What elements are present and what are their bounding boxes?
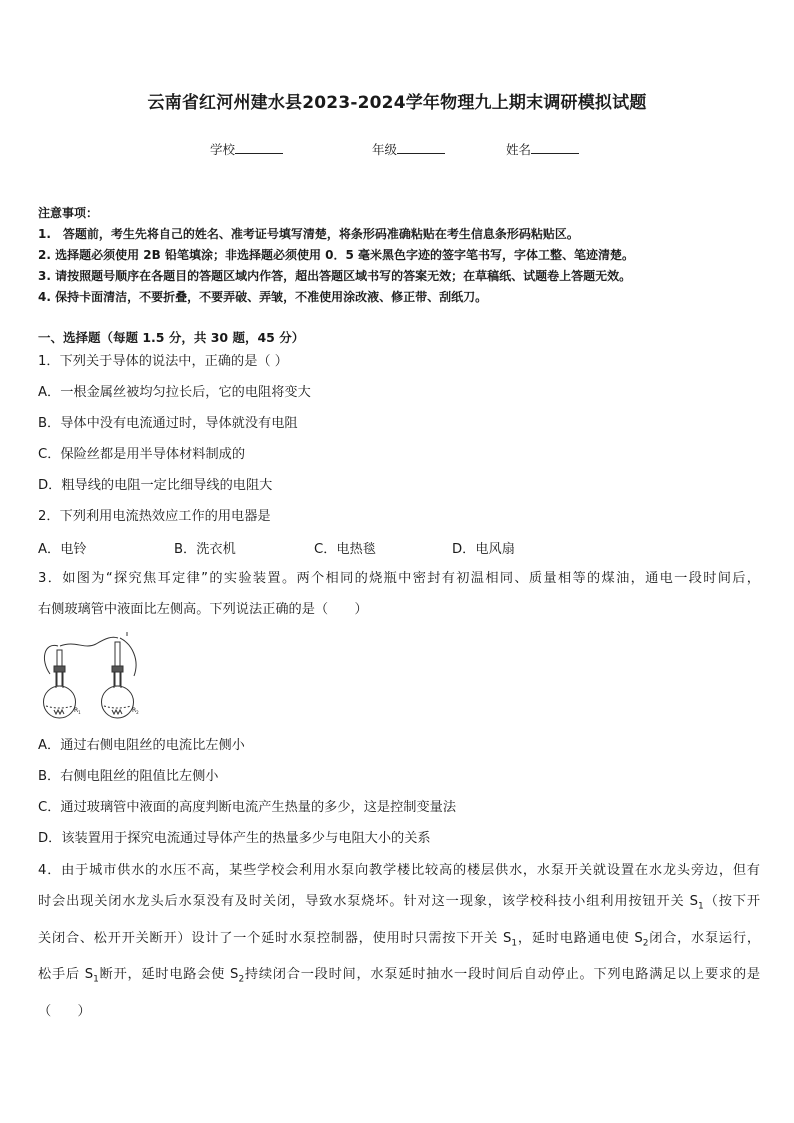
q1-option-a: A．一根金属丝被均匀拉长后，它的电阻将变大	[38, 385, 311, 400]
q1-option-c: C．保险丝都是用半导体材料制成的	[38, 447, 246, 462]
name-label: 姓名	[506, 142, 532, 157]
q3-stem	[38, 563, 760, 625]
notice-item: 1. 答题前，考生先将自己的姓名、准考证号填写清楚，将条形码准确粘贴在考生信息条形码粘贴区。	[38, 227, 579, 241]
left-flask	[44, 650, 76, 718]
q4-line5: （ ）	[38, 1003, 91, 1019]
grade-label: 年级	[372, 142, 398, 157]
connecting-wire	[60, 637, 118, 646]
q3-option-d: D．该装置用于探究电流通过导体产生的热量多少与电阻大小的关系	[38, 831, 431, 846]
q2-option-c: C．电热毯	[314, 542, 376, 557]
grade-blank	[397, 141, 445, 154]
q1-option-b: B．导体中没有电流通过时，导体就没有电阻	[38, 416, 298, 431]
q4-stem	[38, 855, 760, 1027]
school-label: 学校	[210, 142, 236, 157]
q4-line3: 关闭合、松开开关断开）设计了一个延时水泵控制器，使用时只需按下开关 $S_1$，延时电路通电使 $S_2$闭合，水泵运行，	[38, 930, 761, 949]
joule-law-apparatus-figure	[36, 632, 148, 724]
q2-stem: 2．下列利用电流热效应工作的用电器是	[38, 509, 271, 524]
notice-item: 2. 选择题必须使用 2B 铅笔填涂；非选择题必须使用 0．5 毫米黑色字迹的签字笔书写，字体工整、笔迹清楚。	[38, 248, 634, 262]
exam-title: 云南省红河州建水县2023-2024学年物理九上期末调研模拟试题	[147, 93, 647, 113]
school-blank	[235, 141, 283, 154]
name-blank	[531, 141, 579, 154]
r2-label: $R_2$	[132, 707, 139, 715]
notice-heading: 注意事项：	[38, 206, 99, 220]
notice-item: 4. 保持卡面清洁，不要折叠，不要弄破、弄皱，不准使用涂改液、修正带、刮纸刀。	[38, 290, 488, 304]
q2-option-d: D．电风扇	[452, 542, 515, 557]
q4-line1: 4．由于城市供水的水压不高，某些学校会利用水泵向教学楼比较高的楼层供水，水泵开关就设置在水龙头旁边，但有	[38, 863, 760, 878]
right-flask	[102, 642, 134, 718]
r1-label: $R_1$	[74, 707, 81, 715]
q3-option-c: C．通过玻璃管中液面的高度判断电流产生热量的多少，这是控制变量法	[38, 800, 457, 815]
q3-option-b: B．右侧电阻丝的阻值比左侧小	[38, 769, 219, 784]
student-info-row	[0, 140, 794, 160]
q2-option-b: B．洗衣机	[174, 542, 236, 557]
q4-line4: 松手后 $S_1$断开，延时电路会使 $S_2$持续闭合一段时间，水泵延时抽水一段时间后自动停止。下列电路满足以上要求的是	[38, 967, 761, 985]
q2-option-a: A．电铃	[38, 542, 87, 557]
notice-block	[38, 203, 758, 308]
q3-option-a: A．通过右侧电阻丝的电流比左侧小	[38, 738, 245, 753]
q1-option-d: D．粗导线的电阻一定比细导线的电阻大	[38, 478, 273, 493]
q2-options-row	[38, 538, 598, 558]
q4-line2: 时会出现关闭水龙头后水泵没有及时关闭，导致水泵烧坏。针对这一现象，该学校科技小组利用按钮开关 $S_1$（按下开	[38, 894, 761, 912]
school-field	[210, 140, 283, 158]
q3-stem-line2: 右侧玻璃管中液面比左侧高。下列说法正确的是（ ）	[38, 602, 368, 617]
name-field	[506, 140, 579, 158]
section-title: 一、选择题（每题 1.5 分，共 30 题，45 分）	[38, 330, 305, 345]
grade-field	[372, 140, 445, 158]
notice-item: 3. 请按照题号顺序在各题目的答题区域内作答，超出答题区域书写的答案无效；在草稿纸、试题卷上答题无效。	[38, 269, 632, 283]
q1-stem: 1．下列关于导体的说法中，正确的是（ ）	[38, 354, 288, 369]
q3-stem-line1: 3．如图为“探究焦耳定律”的实验装置。两个相同的烧瓶中密封有初温相同、质量相等的煤油，通电一段时间后，	[38, 571, 760, 586]
